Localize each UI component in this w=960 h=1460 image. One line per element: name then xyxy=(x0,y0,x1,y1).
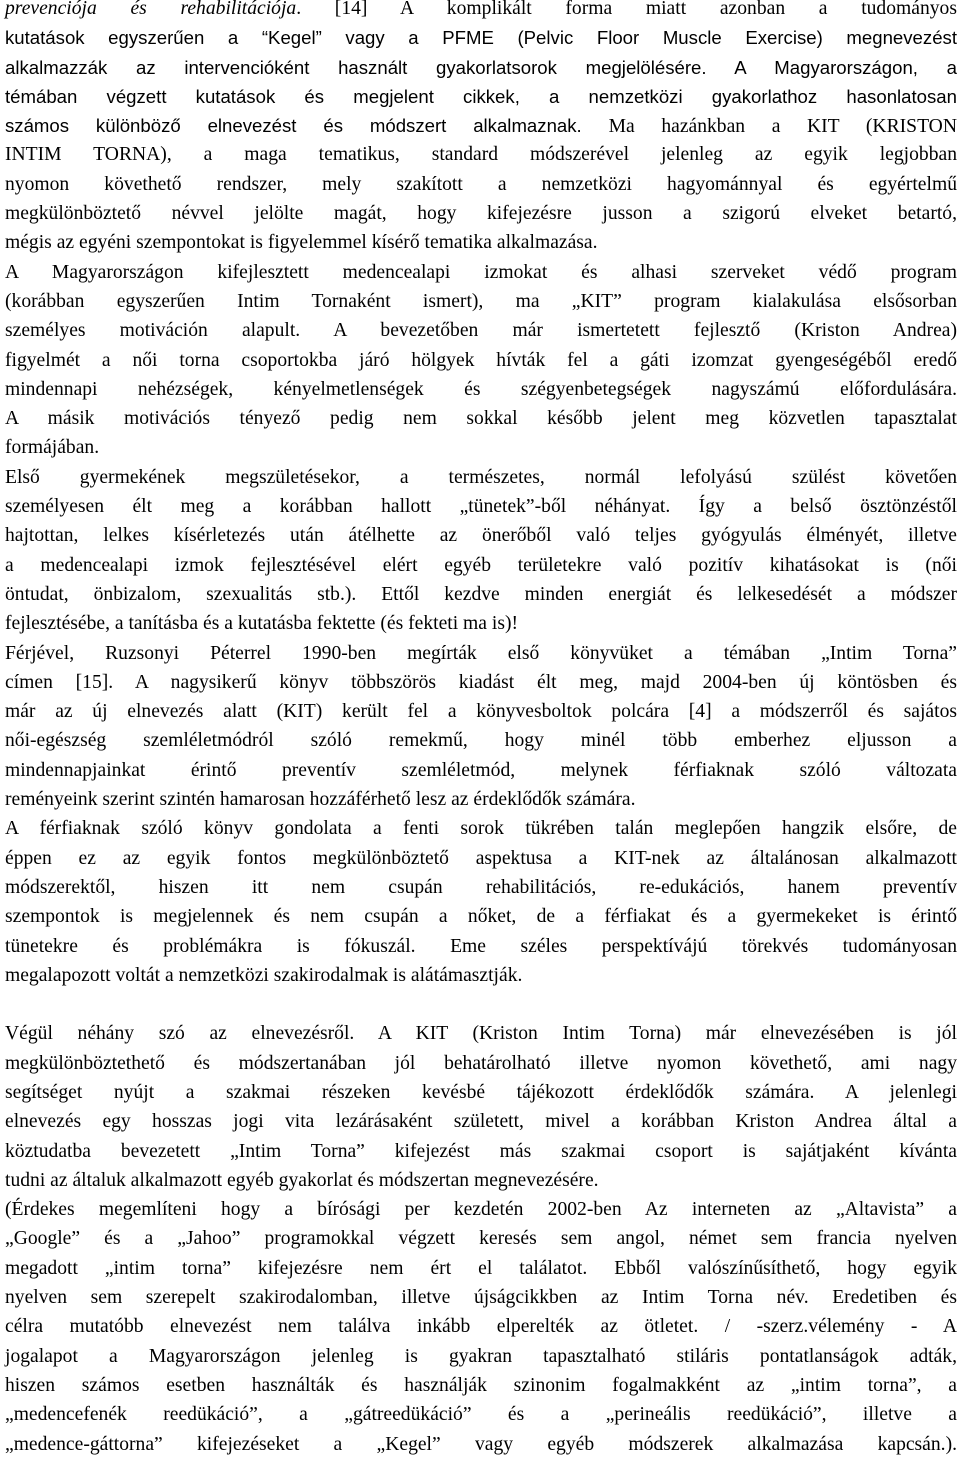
text-segment: megkülönböztethető és módszertanában jól behatárolható illetve nyomon követhető, ami nagy xyxy=(5,1052,957,1074)
text-line xyxy=(5,521,957,550)
text-line xyxy=(5,1166,957,1195)
text-segment: nyelven sem szerepelt szakirodalomban, illetve újságcikkben az Intim Torna név. Eredetiben és xyxy=(5,1287,957,1309)
text-line xyxy=(5,140,957,169)
text-segment: személyes motiváción alapult. A bevezetőben már ismertetett fejlesztő (Kriston Andrea) xyxy=(5,320,957,342)
text-segment: „Google” és a „Jahoo” programokkal végzett keresés sem angol, német sem francia nyelven xyxy=(5,1228,957,1250)
text-segment: reményeink szerint szintén hamarosan hozzáférhető lesz az érdeklődők számára. xyxy=(5,789,636,811)
text-segment: Első gyermekének megszületésekor, a természetes, normál lefolyású szülést követően xyxy=(5,466,957,488)
text-segment: megalapozott voltát a nemzetközi szakirodalmak is alátámasztják. xyxy=(5,964,523,986)
text-line xyxy=(5,873,957,902)
text-line xyxy=(5,756,957,785)
text-segment: figyelmét a női torna csoportokba járó hölgyek hívták fel a gáti izomzat gyengeségéből eredő xyxy=(5,349,957,371)
text-segment: prevenciója és rehabilitációja xyxy=(5,0,297,19)
text-segment: női-egészség szemléletmódról szóló remekmű, hogy minél több emberhez eljusson a xyxy=(5,730,957,752)
text-segment: A másik motivációs tényező pedig nem sokkal később jelent meg közvetlen tapasztalat xyxy=(5,408,957,430)
text-line xyxy=(5,53,957,82)
text-segment: hajtottan, lelkes kísérletezés után átélhette az önerőből való teljes gyógyulás élményét, illetve xyxy=(5,525,957,547)
text-line xyxy=(5,1137,957,1166)
text-line xyxy=(5,668,957,697)
text-segment: A Magyarországon kifejlesztett medencealapi izmokat és alhasi szerveket védő program xyxy=(5,261,957,283)
text-line xyxy=(5,697,957,726)
text-segment: szempontok is megjelennek és nem csupán a nőket, de a férfiakat és a gyermekeket is érintő xyxy=(5,906,957,928)
text-segment: személyesen élt meg a korábban hallott „tünetek”-ből néhányat. Így a belső ösztönzéstől xyxy=(5,496,957,518)
text-segment: mindennapi nehézségek, kényelmetlenségek és szégyenbetegségek nagyszámú előfordulására. xyxy=(5,378,957,400)
paragraph-gap xyxy=(5,990,957,1019)
text-line xyxy=(5,1224,957,1253)
text-segment: (Érdekes megemlíteni hogy a bírósági per kezdetén 2002-ben Az interneten az „Altavista” a xyxy=(5,1199,957,1221)
text-segment: elnevezés egy hosszas jogi vita lezárásaként született, mivel a korábban Kriston Andrea által a xyxy=(5,1111,957,1133)
text-segment: a medencealapi izmok fejlesztésével elért egyéb területekre való pozitív kihatásokat is (női xyxy=(5,554,957,576)
text-segment: módszerektől, hiszen itt nem csupán rehabilitációs, re-edukációs, hanem preventív xyxy=(5,876,957,898)
text-line xyxy=(5,1342,957,1371)
text-segment: mindennapjainkat érintő preventív szemléletmód, melynek férfiaknak szóló változata xyxy=(5,759,957,781)
text-line xyxy=(5,814,957,843)
text-segment: nyomon követhető rendszer, mely szakított a nemzetközi hagyománnyal és egyértelmű xyxy=(5,173,957,195)
text-line xyxy=(5,785,957,814)
text-line xyxy=(5,726,957,755)
text-segment: formájában. xyxy=(5,437,100,459)
text-segment: megkülönböztető névvel jelölte magát, hogy kifejezésre jusson a szigorú elveket betartó, xyxy=(5,203,957,225)
text-segment: hiszen számos esetben használták és használják szinonim fogalmakként az „intim torna”, a xyxy=(5,1374,957,1396)
text-segment: célra mutatóbb elnevezést nem találva inkább elperelték az ötletet. / -szerz.vélemény - A xyxy=(5,1316,957,1338)
text-line xyxy=(5,1254,957,1283)
text-line xyxy=(5,1019,957,1048)
text-line xyxy=(5,1400,957,1429)
text-line xyxy=(5,580,957,609)
text-segment: (korábban egyszerűen Intim Tornaként ismert), ma „KIT” program kialakulása elsősorban xyxy=(5,290,957,312)
text-segment: „medence-gáttorna” kifejezéseket a „Kegel” vagy egyéb módszerek alkalmazása kapcsán.). xyxy=(5,1433,957,1455)
text-segment: segítséget nyújt a szakmai részeken kevésbé tájékozott érdeklődők számára. A jelenlegi xyxy=(5,1081,957,1103)
text-line xyxy=(5,961,957,990)
text-line xyxy=(5,316,957,345)
text-segment: mégis az egyéni szempontokat is figyelemmel kísérő tematika alkalmazása. xyxy=(5,232,598,254)
text-line xyxy=(5,346,957,375)
text-line xyxy=(5,82,957,111)
text-line xyxy=(5,932,957,961)
text-segment: öntudat, önbizalom, szexualitás stb.). Ettől kezdve minden energiát és lelkesedését a módszer xyxy=(5,583,957,605)
text-line xyxy=(5,1195,957,1224)
text-line xyxy=(5,844,957,873)
text-segment: A férfiaknak szóló könyv gondolata a fenti sorok tükrében talán meglepően hangzik elsőre, de xyxy=(5,818,957,840)
text-line xyxy=(5,1283,957,1312)
text-segment: köztudatba bevezetett „Intim Torna” kifejezést más szakmai csoport is sajátjaként kívánta xyxy=(5,1140,957,1162)
text-segment: címen [15]. A nagysikerű könyv többszörös kiadást élt meg, majd 2004-ben új köntösben és xyxy=(5,671,957,693)
text-segment: . [14] A komplikált forma miatt azonban a tudományos xyxy=(296,0,957,19)
text-segment: INTIM TORNA), a maga tematikus, standard módszerével jelenleg az egyik legjobban xyxy=(5,144,957,166)
text-line xyxy=(5,492,957,521)
text-line xyxy=(5,111,957,140)
text-line xyxy=(5,433,957,462)
text-line xyxy=(5,258,957,287)
text-segment: éppen ez az egyik fontos megkülönböztető aspektusa a KIT-nek az általánosan alkalmazott xyxy=(5,847,957,869)
text-line xyxy=(5,287,957,316)
text-segment: „medencefenék reedükáció”, a „gátreedükáció” és a „perineális reedükáció”, illetve a xyxy=(5,1404,957,1426)
text-segment: tudni az általuk alkalmazott egyéb gyakorlat és módszertan megnevezésére. xyxy=(5,1169,599,1191)
text-line xyxy=(5,199,957,228)
text-line xyxy=(5,170,957,199)
text-segment: már az új elnevezés alatt (KIT) került fel a könyvesboltok polcára [4] a módszerről és sajátos xyxy=(5,701,957,723)
text-line xyxy=(5,1107,957,1136)
text-line xyxy=(5,0,957,23)
text-line xyxy=(5,1049,957,1078)
text-line xyxy=(5,1371,957,1400)
text-segment: számos különböző elnevezést és módszert alkalmaznak. xyxy=(5,115,609,137)
text-line xyxy=(5,1430,957,1459)
text-line xyxy=(5,228,957,257)
text-line xyxy=(5,375,957,404)
text-line xyxy=(5,1078,957,1107)
text-line xyxy=(5,551,957,580)
text-segment: témában végzett kutatások és megjelent cikkek, a nemzetközi gyakorlathoz hasonlatosan xyxy=(5,85,957,107)
text-segment: Végül néhány szó az elnevezésről. A KIT (Kriston Intim Torna) már elnevezésében is jól xyxy=(5,1023,957,1045)
text-line xyxy=(5,463,957,492)
text-segment: fejlesztésébe, a tanításba és a kutatásba fektette (és fekteti ma is)! xyxy=(5,613,519,635)
text-segment: tünetekre és problémákra is fókuszál. Eme széles perspektívájú törekvés tudományosan xyxy=(5,935,957,957)
text-segment: alkalmazzák az intervencióként használt gyakorlatsorok megjelölésére. A Magyarországon, a xyxy=(5,56,957,78)
text-segment: megadott „intim torna” kifejezésre nem ért el találatot. Ebből valószínűsíthető, hogy egyik xyxy=(5,1257,957,1279)
text-line xyxy=(5,902,957,931)
document-page xyxy=(5,0,957,1459)
text-line xyxy=(5,609,957,638)
text-segment: Férjével, Ruzsonyi Péterrel 1990-ben megírták első könyvüket a témában „Intim Torna” xyxy=(5,642,957,664)
text-segment: Ma hazánkban a KIT (KRISTON xyxy=(608,116,957,138)
text-line xyxy=(5,404,957,433)
text-segment: kutatások egyszerűen a “Kegel” vagy a PFME (Pelvic Floor Muscle Exercise) megnevezést xyxy=(5,27,957,49)
text-segment: jogalapot a Magyarországon jelenleg is gyakran tapasztalható stiláris pontatlanságok adták, xyxy=(5,1345,957,1367)
text-line xyxy=(5,23,957,52)
text-line xyxy=(5,639,957,668)
text-line xyxy=(5,1312,957,1341)
